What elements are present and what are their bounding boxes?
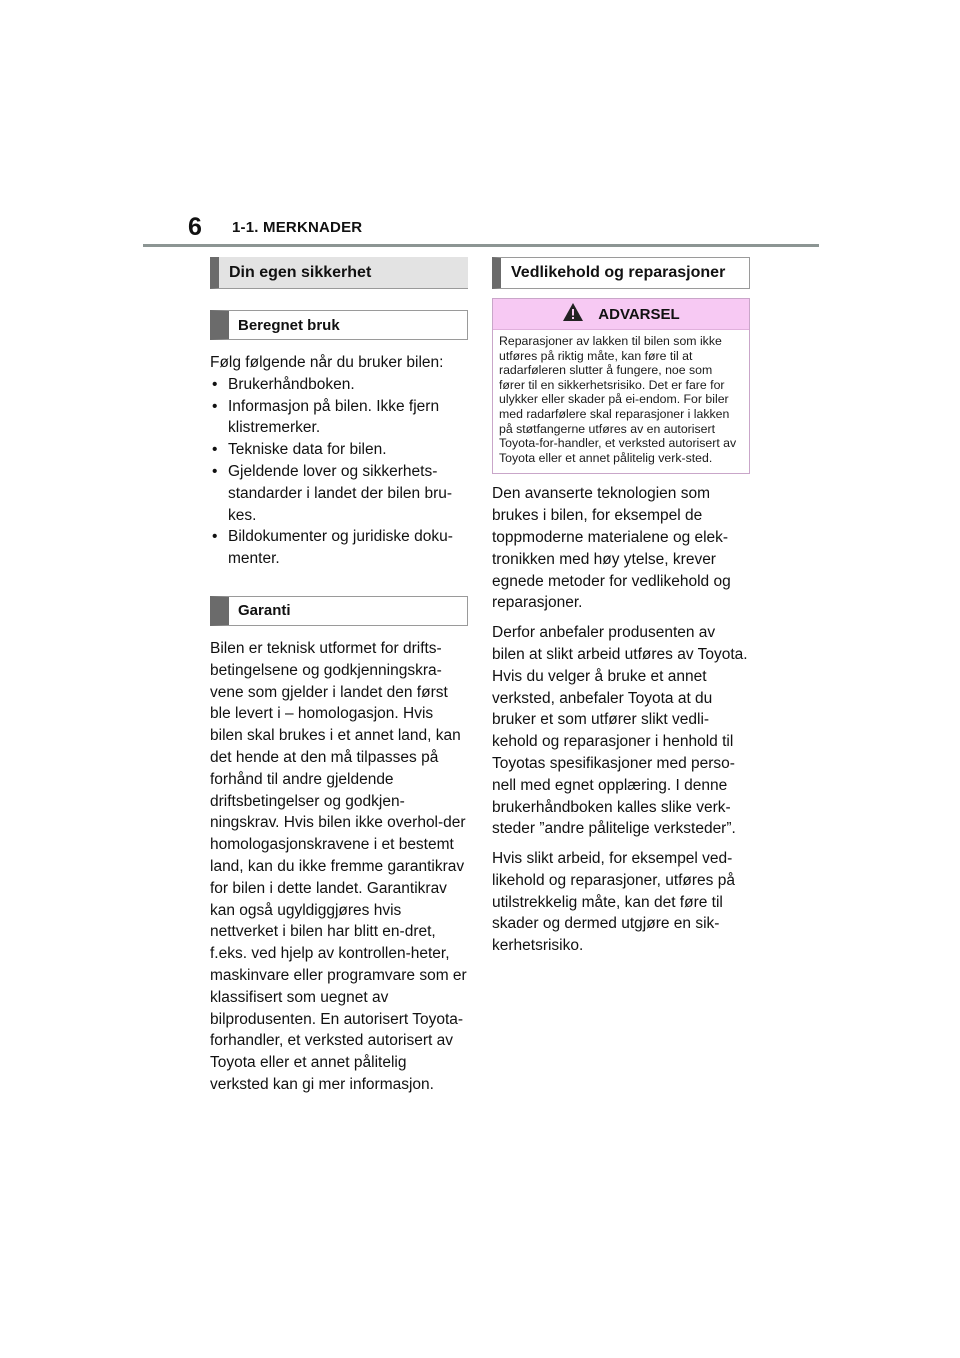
header-divider [143, 244, 819, 247]
section-title-own-safety: Din egen sikkerhet [210, 257, 468, 289]
warning-box [492, 298, 750, 474]
warning-header [493, 299, 749, 330]
warning-label: ADVARSEL [598, 305, 680, 323]
maintenance-paragraph-1: Den avanserte teknologien som brukes i bilen, for eksempel de toppmoderne materialene og elek-tronikken med høy ytelse, krever egnede metoder for vedlikehold og reparasjoner. [492, 485, 731, 612]
list-item: • Bildokumenter og juridiske doku-menter. [210, 526, 468, 570]
warning-text: Reparasjoner av lakken til bilen som ikke utføres på riktig måte, kan føre til at radarføleren slutter å fungere, noe som fører til en sikkerhetsrisiko. Det er fare for ulykker eller skader på ei-endom. For biler med radarfølere skal reparasjoner i lakken på støtfangerne utføres av en autorisert Toyota-for-handler, et verksted autorisert av Toyota eller et annet pålitelig verk-sted. [499, 334, 737, 465]
warranty-text: Bilen er teknisk utformet for drifts-betingelsene og godkjenningskra-vene som gjelder i landet den først ble levert i – homologasjon. Hvis bilen skal brukes i et annet land, kan det hende at den må tilpasses på forhånd til andre gjeldende driftsbetingelser og godkjen-ningskrav. Hvis bilen ikke overhol-der homologasjonskravene i et bestemt land, kan du ikke fremme garantikrav for bilen i dette landet. Garantikrav kan også ugyldiggjøres hvis nettverket i bilen har blitt en-dret, f.eks. ved hjelp av kontrollen-heter, maskinvare eller programvare som er klassifisert som uegnet av bilprodusenten. En autorisert Toyota-forhandler, et verksted autorisert av Toyota eller et annet pålitelig verksted kan gi mer informasjon. [210, 639, 467, 1093]
right-column [492, 257, 750, 957]
list-item: • Brukerhåndboken. [210, 374, 468, 396]
page-number: 6 [188, 213, 202, 241]
subsection-title-warranty: Garanti [210, 596, 468, 626]
maintenance-paragraph-3: Hvis slikt arbeid, for eksempel ved-likehold og reparasjoner, utføres på utilstrekkelig måte, kan det føre til skader og dermed utgjøre en sik-kerhetsrisiko. [492, 850, 735, 955]
warning-triangle-icon [562, 302, 584, 326]
chapter-title: 1-1. MERKNADER [232, 219, 363, 236]
left-column [210, 257, 468, 1096]
maintenance-paragraph-2: Derfor anbefaler produsenten av bilen at slikt arbeid utføres av Toyota. Hvis du velger å bruke et annet verksted, anbefaler Toyota at du bruker et som utfører slikt vedli-kehold og reparasjoner i henhold til Toyotas spesifikasjoner med perso-nell med egnet opplæring. I denne brukerhåndboken kalles slike verk-steder ”andre pålitelige verksteder”. [492, 624, 748, 838]
intended-use-list [210, 374, 468, 570]
list-item: • Tekniske data for bilen. [210, 439, 468, 461]
list-item: • Gjeldende lover og sikkerhets-standarder i landet der bilen bru-kes. [210, 461, 468, 526]
subsection-title-intended-use: Beregnet bruk [210, 310, 468, 340]
list-item: • Informasjon på bilen. Ikke fjern klistremerker. [210, 396, 468, 440]
intended-use-intro: Følg følgende når du bruker bilen: [210, 354, 444, 371]
section-title-maintenance: Vedlikehold og reparasjoner [492, 257, 750, 289]
